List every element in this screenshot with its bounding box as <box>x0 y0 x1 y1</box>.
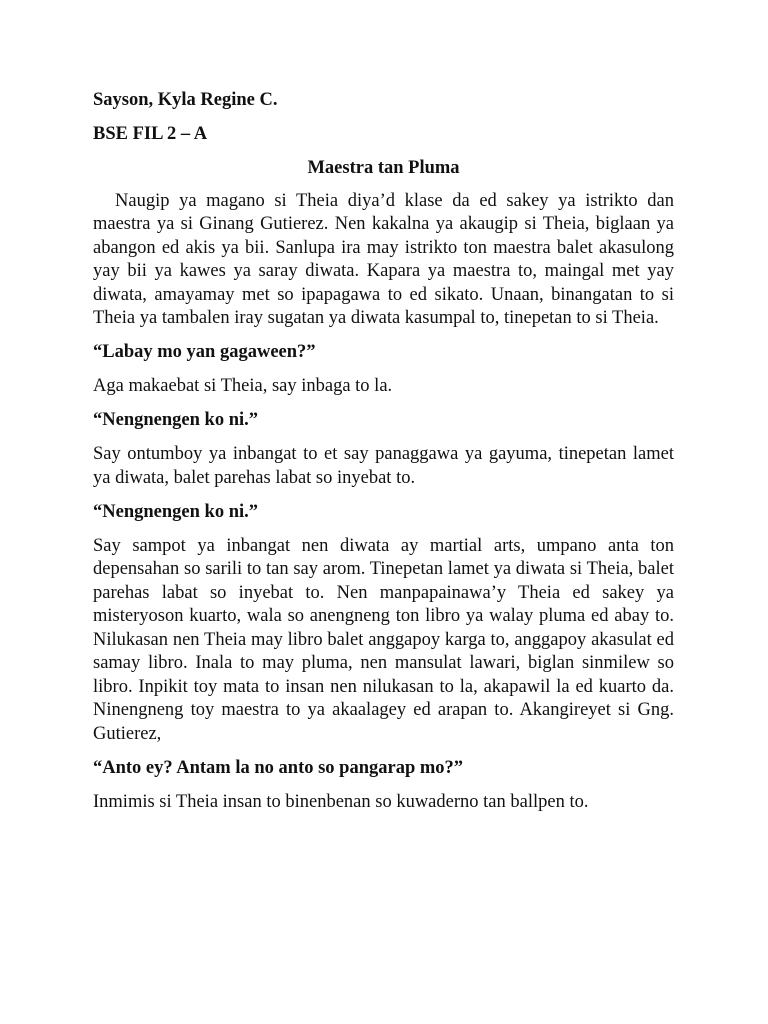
paragraph-1: Naugip ya magano si Theia diya’d klase da ed sakey ya istrikto dan maestra ya si Ginang Gutierez. Nen kakalna ya akaugip si Theia, biglaan ya abangon ed akis ya bii. Sanlupa ira may istrikto ton maestra balet akasulong yay bii ya kawes ya saray diwata. Kapara ya maestra to, maingal met yay diwata, amayamay met so ipapagawa to ed sikato. Unaan, binangatan to si Theia ya tambalen iray sugatan ya diwata kasumpal to, tinepetan to si Theia. <box>93 190 674 328</box>
dialogue-1: “Labay mo yan gagaween?” <box>93 342 316 362</box>
paragraph-2: Aga makaebat si Theia, say inbaga to la. <box>93 376 393 396</box>
paragraph-4: Say sampot ya inbangat nen diwata ay martial arts, umpano anta ton depensahan so sarili to tan say arom. Tinepetan lamet ya diwata si Theia, balet parehas labat so inyebat to. Nen manpapainawa’y Theia ed sakey ya misteryoson kuarto, wala so anengneng ton libro ya walay pluma ed abay to. Nilukasan nen Theia may libro balet anggapoy karga to, anggapoy akasulat ed samay libro. Inala to may pluma, nen mansulat lawari, biglan sinmilew so libro. Inpikit toy mata to insan nen nilukasan to la, akapawil la ed kuarto da. Ninengneng toy maestra to ya akaalagey ed arapan to. Akangireyet si Gng. Gutierez, <box>93 535 674 744</box>
class-section: BSE FIL 2 – A <box>93 124 208 144</box>
author-name: Sayson, Kyla Regine C. <box>93 90 278 110</box>
paragraph-3: Say ontumboy ya inbangat to et say panaggawa ya gayuma, tinepetan lamet ya diwata, balet parehas labat so inyebat to. <box>93 444 674 488</box>
dialogue-4: “Anto ey? Antam la no anto so pangarap mo?” <box>93 757 464 778</box>
dialogue-2: “Nengnengen ko ni.” <box>93 410 258 430</box>
dialogue-3: “Nengnengen ko ni.” <box>93 501 258 522</box>
paragraph-5: Inmimis si Theia insan to binenbenan so kuwaderno tan ballpen to. <box>93 791 589 812</box>
story-title: Maestra tan Pluma <box>307 158 460 178</box>
document-body <box>93 89 674 814</box>
